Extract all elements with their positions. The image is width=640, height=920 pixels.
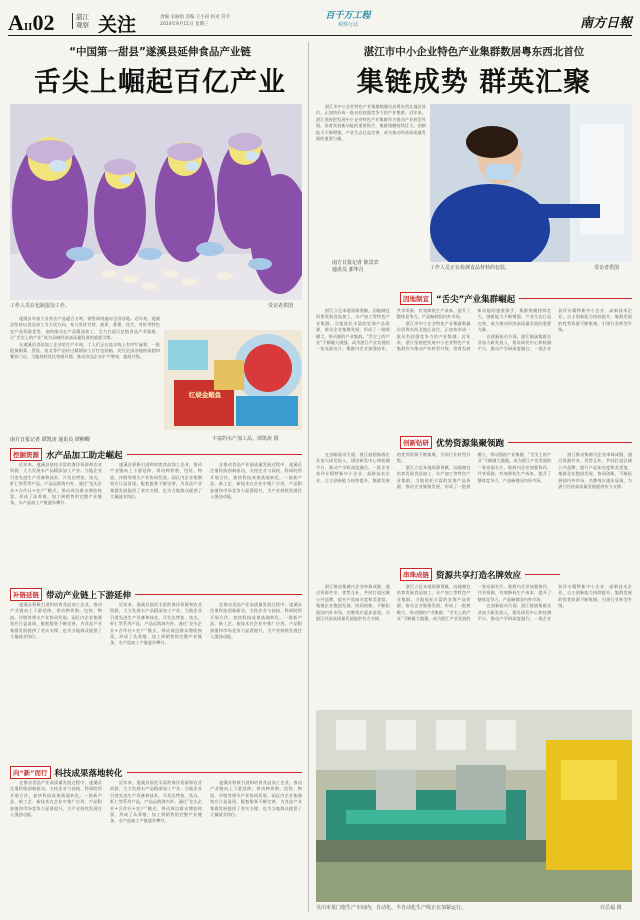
right-section-3-para-2: 湛江立足本地资源禀赋，因地制宜培育发展食品加工、水产加工等特色产业集群。当地依托丰富的农海产品资源，推动企业集聚发展，形成了一批规模大、带动强的产业集群，“舌尖上的产业”不断做大做强，成为湛江产业发展的一张亮丽名片。集群内企业加强协作，共享资源，有效降低生产成本，提升了整体竞争力，产品畅销国内外市场。 (396, 584, 552, 622)
left-photo-workers (10, 104, 302, 300)
left-headline: 舌尖上崛起百亿产业 (34, 67, 286, 98)
section-title: 关注 (98, 14, 137, 36)
page-number: 02 (32, 10, 55, 35)
left-product-photo (164, 330, 302, 430)
left-section-3-tag: 向“新”而行 (10, 766, 51, 779)
edition-label (8, 10, 54, 36)
left-intro-text (10, 316, 160, 434)
left-section-3-title: 科技成果落地转化 (54, 768, 123, 779)
right-section-2-tag: 创新钻研 (400, 436, 432, 449)
right-section-1 (400, 292, 632, 305)
factory-illustration (316, 710, 632, 902)
edition-letter: A (8, 10, 24, 35)
left-section-2-title: 带动产业链上下游延伸 (46, 590, 132, 601)
right-section-2 (400, 436, 632, 449)
right-section-3 (400, 568, 560, 581)
left-byline: 南方日报记者 谭凯涛 通讯员 谭柳卿 (10, 437, 90, 443)
left-section-1-tag: 挖掘资源 (10, 448, 42, 461)
right-section-1-para-2: 湛江市中小企业特色产业集群数量位居粤东西北地区首位，正加快形成一批具有较强竞争力的产业集群。近年来，湛江坚持把发展中小企业特色产业集群作为推动产业转型升级、培育发展新动能的重要抓手，集群规模持续壮大，创新能力不断增强，产业生态日益完善，成为推动经济高质量发展的重要力量。 (396, 308, 552, 352)
right-section-1-text (316, 308, 632, 432)
right-section-1-title: “舌尖”产业集群崛起 (436, 294, 516, 305)
right-section-2-title: 优势资源集聚领跑 (436, 438, 505, 449)
editor-meta (160, 14, 230, 28)
right-section-2-rule (508, 442, 632, 443)
left-section-3-para-3: 遂溪县积极引进和培育食品加工企业，推动产业链向上下游延伸，带动种养殖、包装、物流、冷链等相关产业协同发展。园区内企业集聚效应日益显现，配套服务不断完善，为食品产业集群发展提供了坚实支撑，也为当地群众提供了大量就业岗位。 (210, 780, 302, 818)
right-section-3-tag: 串珠成链 (400, 568, 432, 581)
right-section-3-rule (525, 574, 560, 575)
left-photo-caption: 工作人员在包制蛋饺工作。 (10, 303, 71, 309)
page-header (8, 6, 632, 36)
product-package-label: 红烧金鲳鱼 (188, 391, 222, 399)
date-line: 2024年9月11日 星期三 (160, 22, 209, 27)
right-photo-caption: 工作人员正在检测食品材料的包装。 (430, 265, 511, 271)
right-factory-photo (316, 710, 632, 902)
campaign-sub: 观察行动 (337, 22, 358, 28)
right-byline: 南方日报记者 陈景宾 通讯员 郭华月 (332, 260, 379, 273)
campaign-logo (308, 8, 388, 28)
region-label (72, 13, 89, 29)
left-intro-para-2: 在遂溪县食品加工企业的生产车间，工人们正在流水线上有序忙碌着，一批批预制菜、蛋饺、鱼丸等产品经过精细加工后打包装箱，发往全国各地的商超和餐饮门店。当地持续优化营商环境，推动食品企业扩产增效、提质升级。 (10, 341, 160, 360)
right-factory-caption: 吴川市某门窗生产车间内，自动化、半自动化生产线正在加紧运行。 (316, 905, 467, 911)
campaign-title: 百千万工程 (325, 11, 371, 21)
left-section-3-rule (127, 772, 302, 773)
edition-sub: II (23, 21, 33, 33)
right-section-1-tag: 因地制宜 (400, 292, 432, 305)
left-section-2 (10, 588, 302, 601)
left-section-2-text (10, 602, 302, 760)
right-section-2-para-3: 湛江推动集群内企业串珠成链，通过资源共享、优势互补，共同打造区域公共品牌，提升产品知名度和美誉度。集群企业抱团发展、协同创新，不断拓展国内外市场，名牌效应逐步显现，为湛江经济高质量发展提供有力支撑。 (558, 452, 632, 490)
left-section-3-para-1: 在推动食品产业高质量发展过程中，遂溪县注重科技创新驱动，支持企业与高校、科研院所开展合作，加快科技成果落地转化。一批新产品、新工艺、新技术在企业中推广应用，产品附加值和市场竞争力显著提升，为产业持续发展注入强劲动能。 (10, 780, 102, 818)
right-section-2-para-2: 湛江立足本地资源禀赋，因地制宜培育发展食品加工、水产加工等特色产业集群。当地依托丰富的农海产品资源，推动企业集聚发展，形成了一批规模大、带动强的产业集群，“舌尖上的产业”不断做大做强，成为湛江产业发展的一张亮丽名片。集群内企业加强协作，共享资源，有效降低生产成本，提升了整体竞争力，产品畅销国内外市场。 (396, 452, 552, 490)
right-section-3-text (316, 584, 632, 704)
region-top: 湛江 (76, 13, 89, 21)
left-intro-para-1: 遂溪县年加工各类农产品逾百万吨，销售网络遍布全国各地。近年来，遂溪县坚持以食品加工为主攻方向，充分发挥甘蔗、菠萝、番薯、花生、对虾等特色农产品资源优势，加快推动农产品精深加工，全力打造百亿级食品产业集群，让“舌尖上的产业”成为县域经济高质量发展的重要引擎。 (10, 316, 160, 341)
right-section-3-para-3: 在创新驱动方面，湛江鼓励集群企业加大研发投入，建设研发中心和检测平台，推动产学研深度融合。一批企业获评专精特新中小企业、高新技术企业，自主创新能力持续提升，集群发展的优势资源不断集聚，引领行业转型升级。 (477, 584, 632, 622)
left-photo-credit: 受访者供图 (268, 303, 294, 309)
right-section-2-para-1: 在创新驱动方面，湛江鼓励集群企业加大研发投入，建设研发中心和检测平台，推动产学研深度融合。一批企业获评专精特新中小企业、高新技术企业，自主创新能力持续提升，集群发展的优势资源不断集聚，引领行业转型升级。 (316, 452, 471, 483)
left-section-1 (10, 448, 302, 461)
product-illustration (164, 330, 302, 430)
left-section-1-para-1: 近年来，遂溪县依托丰富的海洋资源和农业资源，大力发展水产品精深加工产业。当地企业引进先进生产设备和技术，开发出烤鱼、鱼丸、虾仁等系列产品，产品远销海内外。通过“龙头企业+合作社+农户”模式，带动周边群众增收致富，形成了从养殖、加工到销售的完整产业链条，水产品加工产值逐年攀升。 (10, 462, 102, 506)
right-section-1-rule (519, 298, 632, 299)
right-section-3-para-1: 湛江推动集群内企业串珠成链，通过资源共享、优势互补，共同打造区域公共品牌，提升产品知名度和美誉度。集群企业抱团发展、协同创新，不断拓展国内外市场，名牌效应逐步显现，为湛江经济高质量发展提供有力支撑。 (316, 584, 390, 622)
left-section-2-tag: 补链延链 (10, 588, 42, 601)
left-section-3-text (10, 780, 302, 912)
left-section-1-title: 水产品加工助走崛起 (46, 450, 123, 461)
right-factory-credit: 许岳福 摄 (600, 905, 622, 911)
right-lead-text (316, 104, 426, 254)
right-section-1-para-1: 湛江立足本地资源禀赋，因地制宜培育发展食品加工、水产加工等特色产业集群。当地依托丰富的农海产品资源，推动企业集聚发展，形成了一批规模大、带动强的产业集群，“舌尖上的产业”不断做大做强，成为湛江产业发展的一张亮丽名片。集群内企业加强协作，共享资源，有效降低生产成本，提升了整体竞争力，产品畅销国内外市场。 (316, 308, 471, 352)
region-bottom: 观察 (76, 21, 89, 29)
right-section-3-title: 资源共享打造名牌效应 (436, 570, 522, 581)
left-section-1-para-3: 在推动食品产业高质量发展过程中，遂溪县注重科技创新驱动，支持企业与高校、科研院所开展合作，加快科技成果落地转化。一批新产品、新工艺、新技术在企业中推广应用，产品附加值和市场竞争力显著提升，为产业持续发展注入强劲动能。 (210, 462, 302, 500)
right-photo-worker (430, 104, 632, 262)
column-divider (308, 42, 309, 912)
editor-line: 责编 吴丽娟 美编 王小昂 校对 符平 (160, 15, 231, 20)
left-section-1-text (10, 462, 302, 582)
left-section-1-para-2: 遂溪县积极引进和培育食品加工企业，推动产业链向上下游延伸，带动种养殖、包装、物流、冷链等相关产业协同发展。园区内企业集聚效应日益显现，配套服务不断完善，为食品产业集群发展提供了坚实支撑，也为当地群众提供了大量就业岗位。 (110, 462, 202, 500)
right-photo-credit: 受访者供图 (594, 265, 620, 271)
left-section-2-rule (135, 594, 302, 595)
left-section-2-para-1: 遂溪县积极引进和培育食品加工企业，推动产业链向上下游延伸，带动种养殖、包装、物流、冷链等相关产业协同发展。园区内企业集聚效应日益显现，配套服务不断完善，为食品产业集群发展提供了坚实支撑，也为当地群众提供了大量就业岗位。 (10, 602, 102, 640)
left-kicker: “中国第一甜县”遂溪县延伸食品产业链 (69, 46, 251, 58)
left-section-2-para-2: 近年来，遂溪县依托丰富的海洋资源和农业资源，大力发展水产品精深加工产业。当地企业引进先进生产设备和技术，开发出烤鱼、鱼丸、虾仁等系列产品，产品远销海内外。通过“龙头企业+合作社+农户”模式，带动周边群众增收致富，形成了从养殖、加工到销售的完整产业链条，水产品加工产值逐年攀升。 (110, 602, 202, 646)
right-lead-para: 湛江市中小企业特色产业集群数量位居粤东西北地区首位，正加快形成一批具有较强竞争力的产业集群。近年来，湛江坚持把发展中小企业特色产业集群作为推动产业转型升级、培育发展新动能的重要抓手，集群规模持续壮大，创新能力不断增强，产业生态日益完善，成为推动经济高质量发展的重要力量。 (316, 104, 426, 142)
right-headline: 集链成势 群英汇聚 (356, 67, 592, 98)
masthead: 南方日報 (579, 16, 632, 31)
worker-illustration (430, 104, 632, 262)
left-section-3-para-2: 近年来，遂溪县依托丰富的海洋资源和农业资源，大力发展水产品精深加工产业。当地企业引进先进生产设备和技术，开发出烤鱼、鱼丸、虾仁等系列产品，产品远销海内外。通过“龙头企业+合作社+农户”模式，带动周边群众增收致富，形成了从养殖、加工到销售的完整产业链条，水产品加工产值逐年攀升。 (110, 780, 202, 824)
left-section-2-para-3: 在推动食品产业高质量发展过程中，遂溪县注重科技创新驱动，支持企业与高校、科研院所开展合作，加快科技成果落地转化。一批新产品、新工艺、新技术在企业中推广应用，产品附加值和市场竞争力显著提升，为产业持续发展注入强劲动能。 (210, 602, 302, 640)
left-product-caption: 丰富的水产加工品。谭凯涛 摄 (212, 436, 279, 442)
workers-illustration (10, 104, 302, 300)
right-section-1-para-3: 在创新驱动方面，湛江鼓励集群企业加大研发投入，建设研发中心和检测平台，推动产学研深度融合。一批企业获评专精特新中小企业、高新技术企业，自主创新能力持续提升，集群发展的优势资源不断集聚，引领行业转型升级。 (477, 308, 632, 352)
right-kicker: 湛江市中小企业特色产业集群数居粤东西北首位 (363, 46, 585, 58)
left-section-1-rule (127, 454, 302, 455)
left-section-3 (10, 766, 302, 779)
right-section-2-text (316, 452, 632, 564)
